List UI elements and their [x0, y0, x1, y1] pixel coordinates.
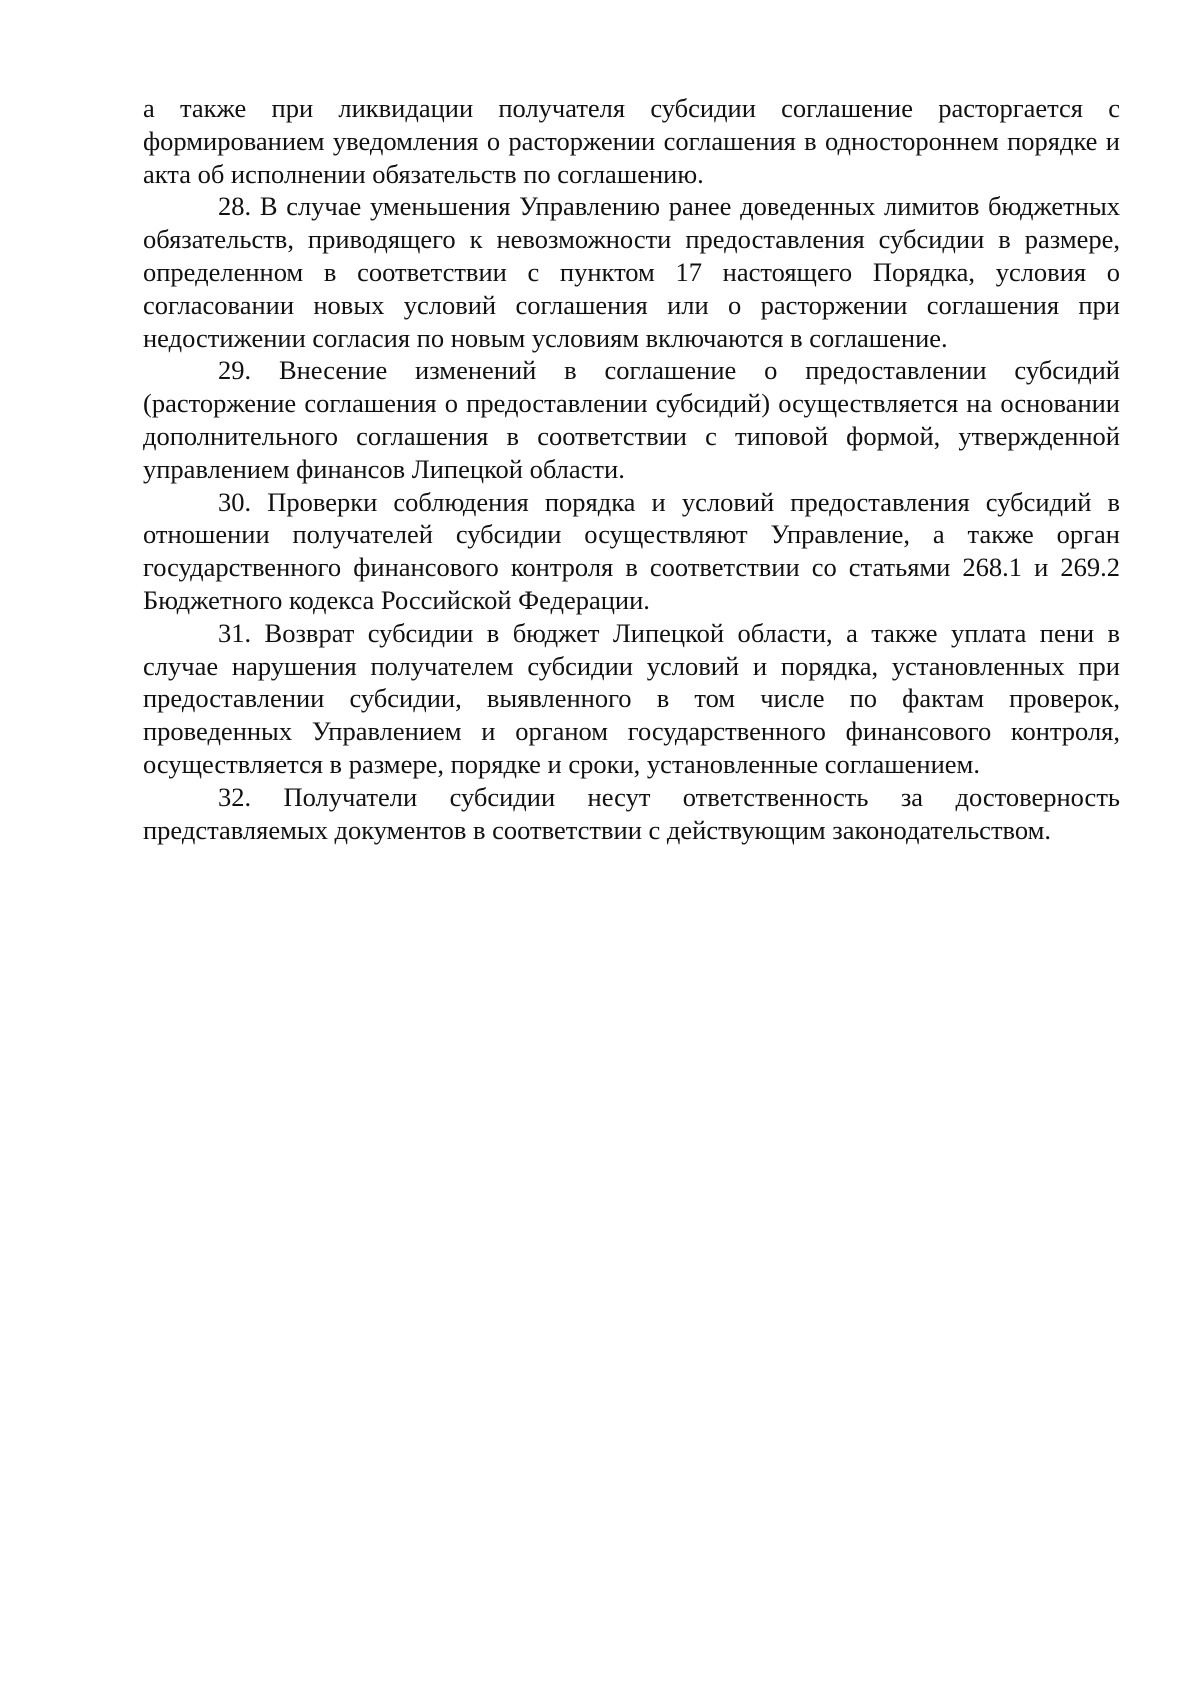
paragraph-30: 30. Проверки соблюдения порядка и условий предоставления субсидий в отношении получателей субсидии осуществляют Управление, а также орган государственного финансового контроля в соответствии со статьями 268.1 и 269.2 Бюджетного кодекса Российской Федерации. [143, 486, 1120, 615]
paragraph-31: 31. Возврат субсидии в бюджет Липецкой области, а также уплата пени в случае нарушения получателем субсидии условий и порядка, установленных при предоставлении субсидии, выявленного в том числе по фактам проверок, проведенных Управлением и органом государственного финансового контроля, осуществляется в размере, порядке и сроки, установленные соглашением. [143, 617, 1120, 779]
paragraph-continuation: а также при ликвидации получателя субсидии соглашение расторгается с формированием уведомления о расторжении соглашения в одностороннем порядке и акта об исполнении обязательств по соглашению. [143, 93, 1120, 189]
paragraph-29: 29. Внесение изменений в соглашение о предоставлении субсидий (расторжение соглашения о предоставлении субсидий) осуществляется на основании дополнительного соглашения в соответствии с типовой формой, утвержденной управлением финансов Липецкой области. [143, 355, 1120, 484]
paragraph-28: 28. В случае уменьшения Управлению ранее доведенных лимитов бюджетных обязательств, приводящего к невозможности предоставления субсидии в размере, определенном в соответствии с пунктом 17 настоящего Порядка, условия о согласовании новых условий соглашения или о расторжении соглашения при недостижении согласия по новым условиям включаются в соглашение. [143, 191, 1120, 353]
document-body [143, 92, 1120, 846]
paragraph-32: 32. Получатели субсидии несут ответственность за достоверность представляемых документов в соответствии с действующим законодательством. [143, 781, 1120, 845]
